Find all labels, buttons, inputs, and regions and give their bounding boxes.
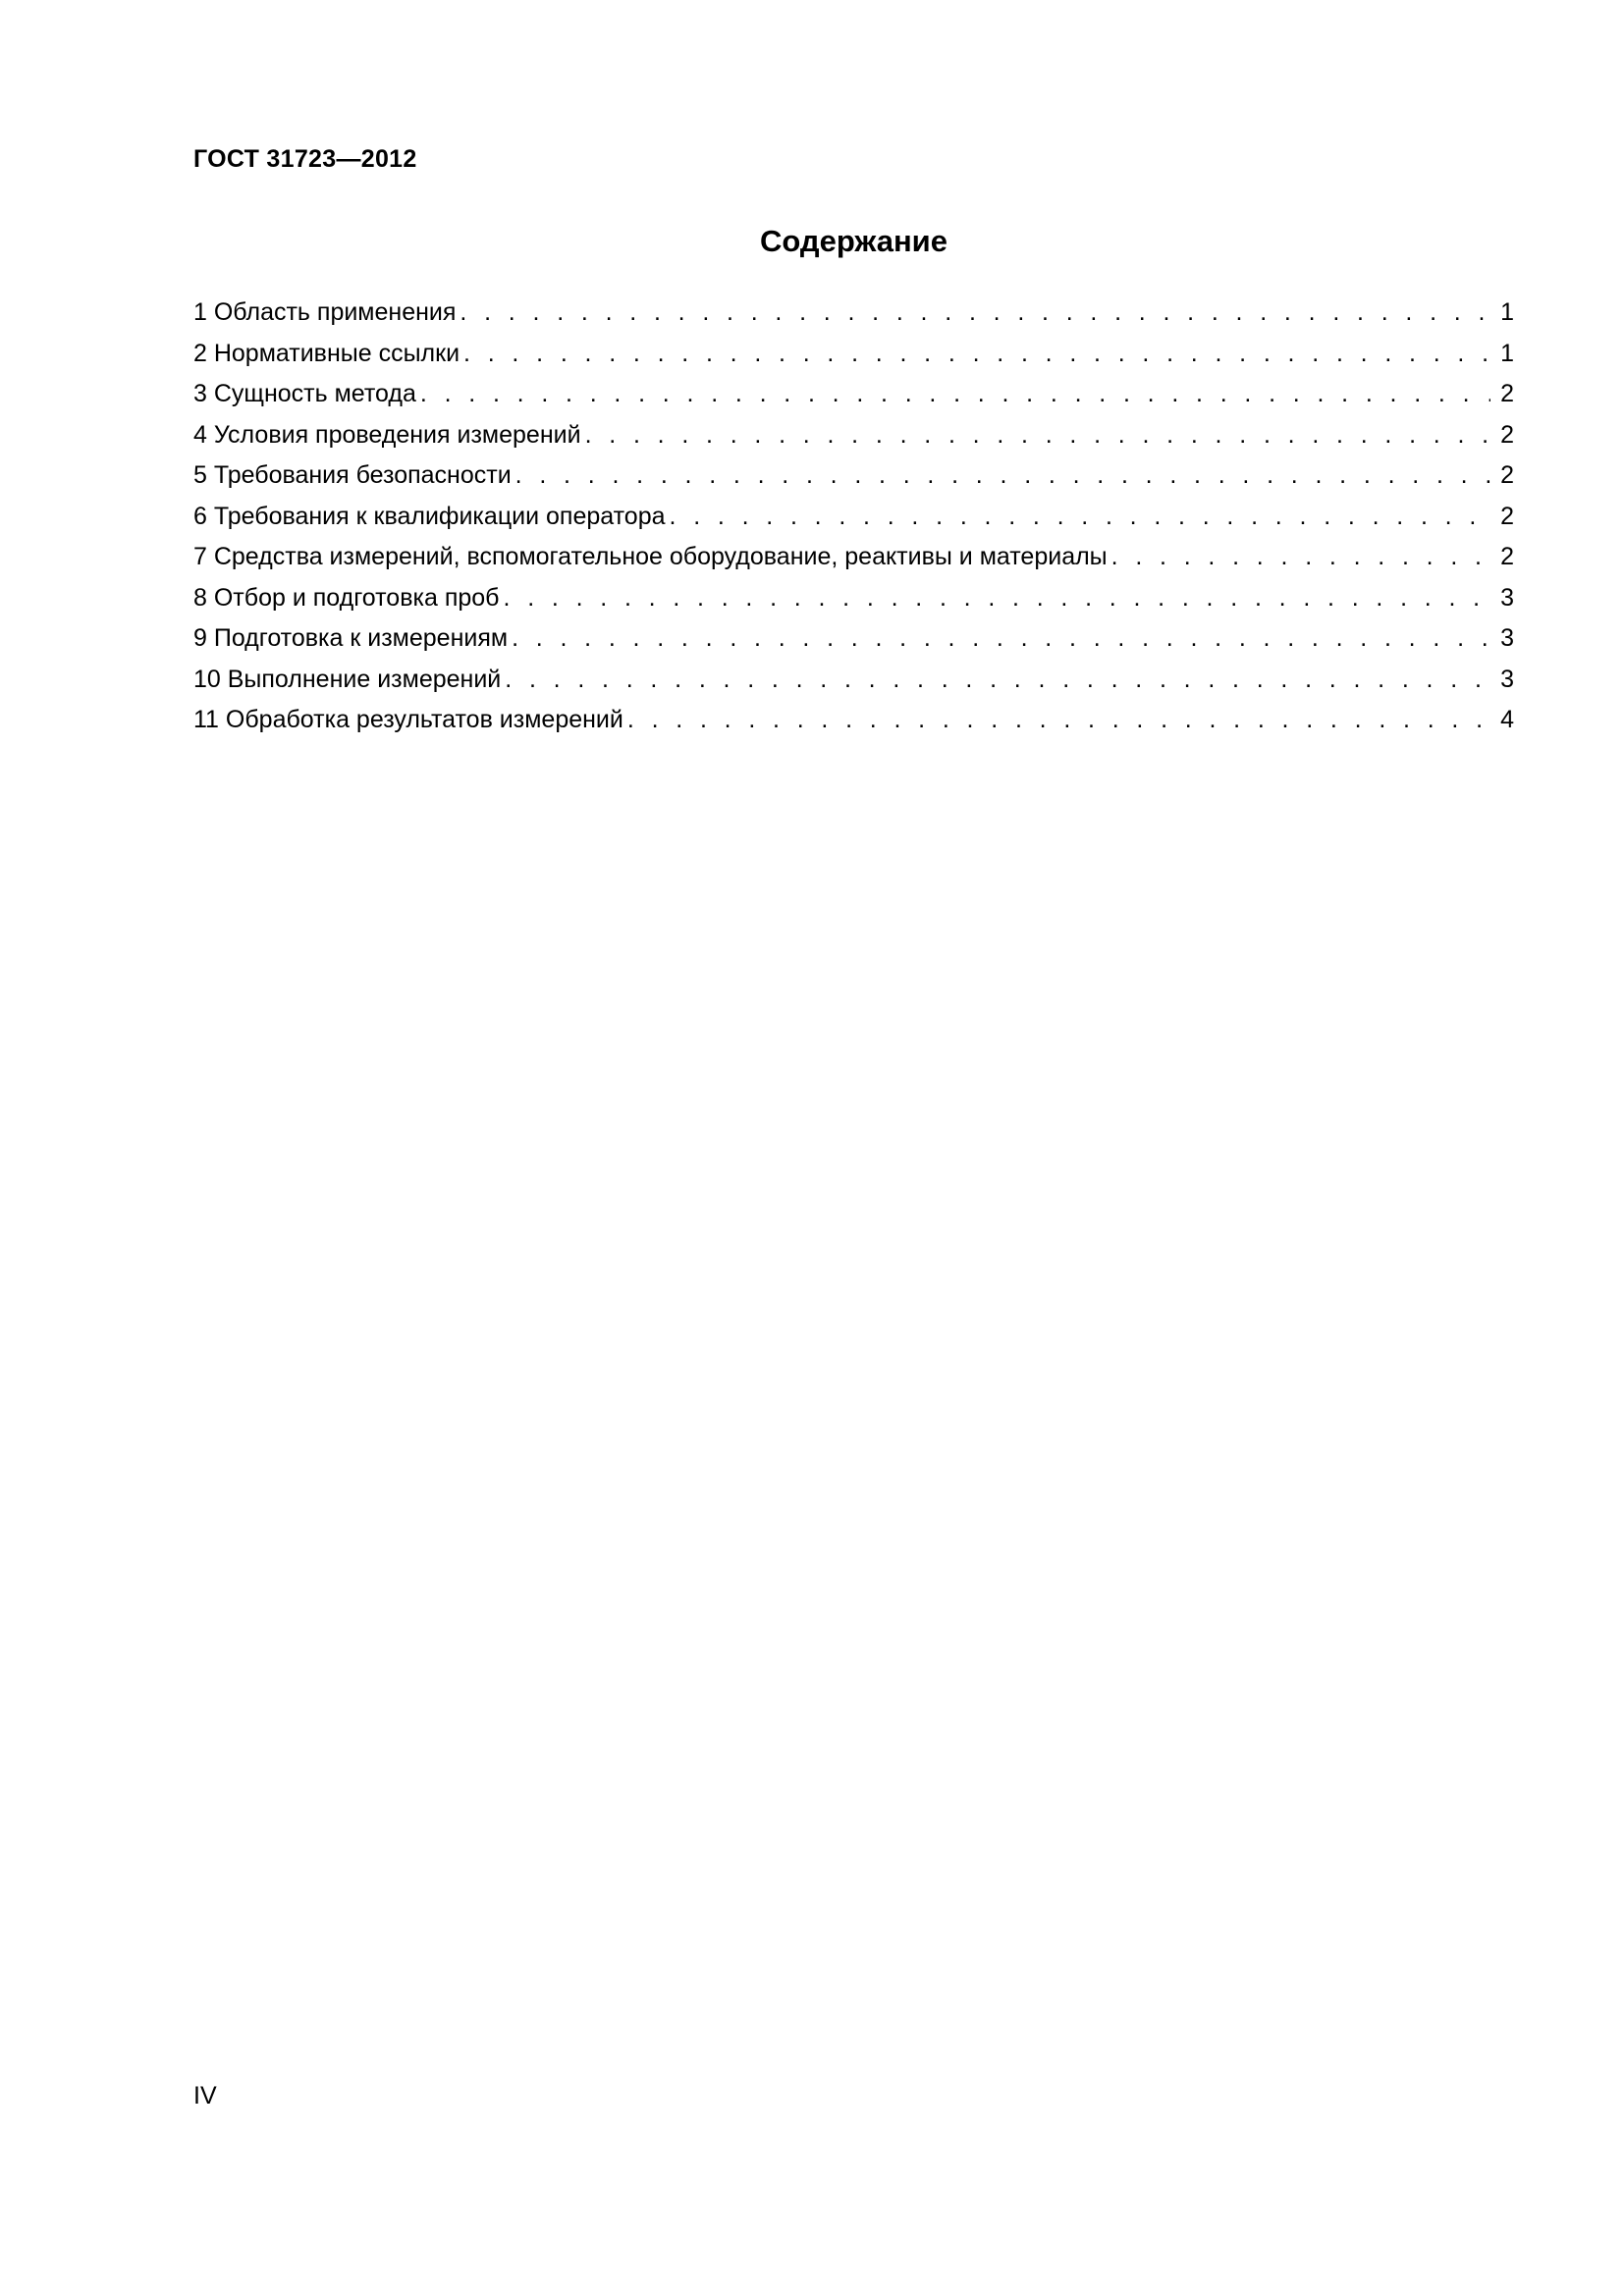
toc-entry-page: 2: [1500, 461, 1514, 489]
toc-entry[interactable]: [193, 497, 1514, 538]
toc-entry-label: 10 Выполнение измерений: [193, 660, 505, 701]
toc-entry-label: 9 Подготовка к измерениям: [193, 618, 512, 660]
toc-entry-page: 2: [1500, 502, 1514, 530]
toc-entry[interactable]: [193, 455, 1514, 497]
toc-entry[interactable]: [193, 660, 1514, 701]
page-number: IV: [193, 2082, 217, 2109]
toc-entry-label: 5 Требования безопасности: [193, 455, 515, 497]
toc-entry-page: 2: [1500, 543, 1514, 570]
toc-entry[interactable]: [193, 415, 1514, 456]
toc-dot-leader: [670, 497, 1490, 538]
toc-dot-leader: [515, 455, 1490, 497]
toc-dot-leader: [460, 293, 1490, 334]
toc-entry-page: 1: [1500, 339, 1514, 367]
toc-dot-leader: [585, 415, 1490, 456]
toc-entry[interactable]: [193, 700, 1514, 741]
toc-entry[interactable]: [193, 537, 1514, 578]
toc-entry-page: 3: [1500, 665, 1514, 693]
toc-dot-leader: [420, 374, 1490, 415]
toc-entry[interactable]: [193, 578, 1514, 619]
toc-entry-page: 3: [1500, 583, 1514, 612]
toc-entry-page: 3: [1500, 624, 1514, 652]
toc-entry-page: 2: [1500, 420, 1514, 449]
toc-entry-label: 8 Отбор и подготовка проб: [193, 578, 504, 619]
toc-dot-leader: [512, 618, 1490, 660]
table-of-contents: [193, 293, 1514, 741]
standard-code: ГОСТ 31723—2012: [193, 145, 417, 173]
toc-entry[interactable]: [193, 293, 1514, 334]
toc-title: Содержание: [760, 224, 947, 258]
toc-entry-label: 2 Нормативные ссылки: [193, 334, 463, 375]
toc-entry[interactable]: [193, 334, 1514, 375]
toc-entry[interactable]: [193, 374, 1514, 415]
toc-dot-leader: [504, 578, 1491, 619]
toc-entry-label: 1 Область применения: [193, 293, 460, 334]
toc-entry-label: 7 Средства измерений, вспомогательное оборудование, реактивы и материалы: [193, 537, 1111, 578]
toc-entry-label: 4 Условия проведения измерений: [193, 415, 585, 456]
toc-dot-leader: [627, 700, 1490, 741]
toc-dot-leader: [1111, 537, 1490, 578]
toc-entry-page: 4: [1500, 706, 1514, 733]
toc-entry-label: 11 Обработка результатов измерений: [193, 700, 627, 741]
toc-entry-page: 1: [1500, 298, 1514, 326]
toc-entry[interactable]: [193, 618, 1514, 660]
toc-entry-page: 2: [1500, 380, 1514, 407]
toc-dot-leader: [463, 334, 1490, 375]
toc-dot-leader: [505, 660, 1490, 701]
toc-entry-label: 3 Сущность метода: [193, 374, 420, 415]
toc-entry-label: 6 Требования к квалификации оператора: [193, 497, 670, 538]
